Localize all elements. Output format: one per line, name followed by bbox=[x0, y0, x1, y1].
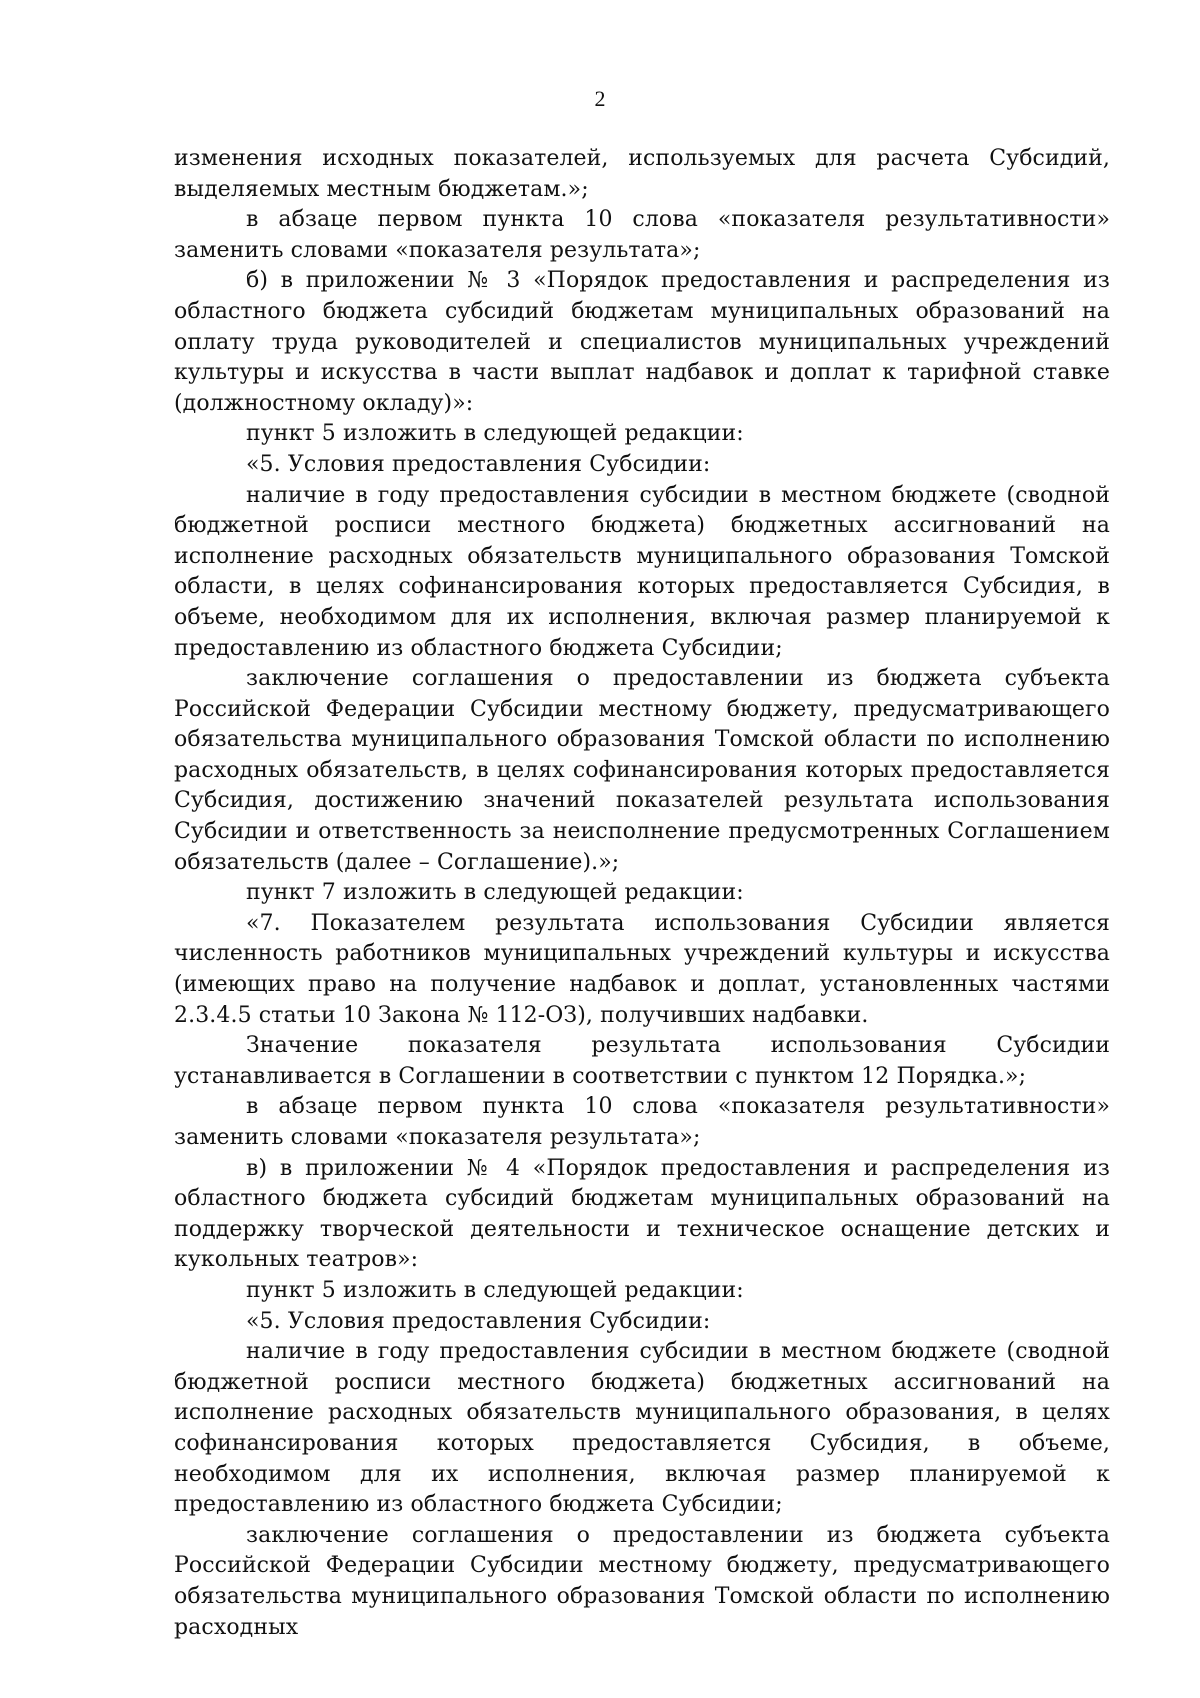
paragraph: наличие в году предоставления субсидии в местном бюджете (сводной бюджетной росписи местного бюджета) бюджетных ассигнований на исполнение расходных обязательств муниципального образования, в целях софинансирования которых предоставляется Субсидия, в объеме, необходимом для их исполнения, включая размер планируемой к предоставлению из областного бюджета Субсидии; bbox=[174, 1339, 1110, 1518]
paragraph: пункт 5 изложить в следующей редакции: bbox=[246, 1277, 744, 1303]
page-number: 2 bbox=[594, 86, 606, 111]
paragraph: б) в приложении № 3 «Порядок предоставления и распределения из областного бюджета субсидий бюджетам муниципальных образований на оплату труда руководителей и специалистов муниципальных учреждений культуры и искусства в части выплат надбавок и доплат к тарифной ставке (должностному окладу)»: bbox=[174, 268, 1110, 416]
paragraph: заключение соглашения о предоставлении из бюджета субъекта Российской Федерации Субсидии местному бюджету, предусматривающего обязательства муниципального образования Томской области по исполнению расходных обязательств, в целях софинансирования которых предоставляется Субсидия, достижению значений показателей результата использования Субсидии и ответственность за неисполнение предусмотренных Соглашением обязательств (далее – Соглашение).»; bbox=[174, 666, 1110, 875]
paragraph: «5. Условия предоставления Субсидии: bbox=[246, 1308, 711, 1334]
paragraph: «7. Показателем результата использования Субсидии является численность работников муниципальных учреждений культуры и искусства (имеющих право на получение надбавок и доплат, установленных частями 2.3.4.5 статьи 10 Закона № 112-ОЗ), получивших надбавки. bbox=[174, 910, 1110, 1028]
document-body bbox=[174, 144, 1110, 1643]
paragraph: в абзаце первом пункта 10 слова «показателя результативности» заменить словами «показателя результата»; bbox=[174, 1094, 1110, 1150]
paragraph: наличие в году предоставления субсидии в местном бюджете (сводной бюджетной росписи местного бюджета) бюджетных ассигнований на исполнение расходных обязательств муниципального образования Томской области, в целях софинансирования которых предоставляется Субсидия, в объеме, необходимом для их исполнения, включая размер планируемой к предоставлению из областного бюджета Субсидии; bbox=[174, 482, 1110, 661]
paragraph: изменения исходных показателей, используемых для расчета Субсидий, выделяемых местным бюджетам.»; bbox=[174, 146, 1110, 202]
paragraph: заключение соглашения о предоставлении из бюджета субъекта Российской Федерации Субсидии местному бюджету, предусматривающего обязательства муниципального образования Томской области по исполнению расходных bbox=[174, 1522, 1110, 1640]
paragraph: в абзаце первом пункта 10 слова «показателя результативности» заменить словами «показателя результата»; bbox=[174, 207, 1110, 263]
paragraph: Значение показателя результата использования Субсидии устанавливается в Соглашении в соответствии с пунктом 12 Порядка.»; bbox=[174, 1033, 1110, 1089]
paragraph: пункт 5 изложить в следующей редакции: bbox=[246, 421, 744, 447]
paragraph: в) в приложении № 4 «Порядок предоставления и распределения из областного бюджета субсидий бюджетам муниципальных образований на поддержку творческой деятельности и техническое оснащение детских и кукольных театров»: bbox=[174, 1155, 1110, 1273]
paragraph: «5. Условия предоставления Субсидии: bbox=[246, 451, 711, 477]
paragraph: пункт 7 изложить в следующей редакции: bbox=[246, 880, 744, 906]
